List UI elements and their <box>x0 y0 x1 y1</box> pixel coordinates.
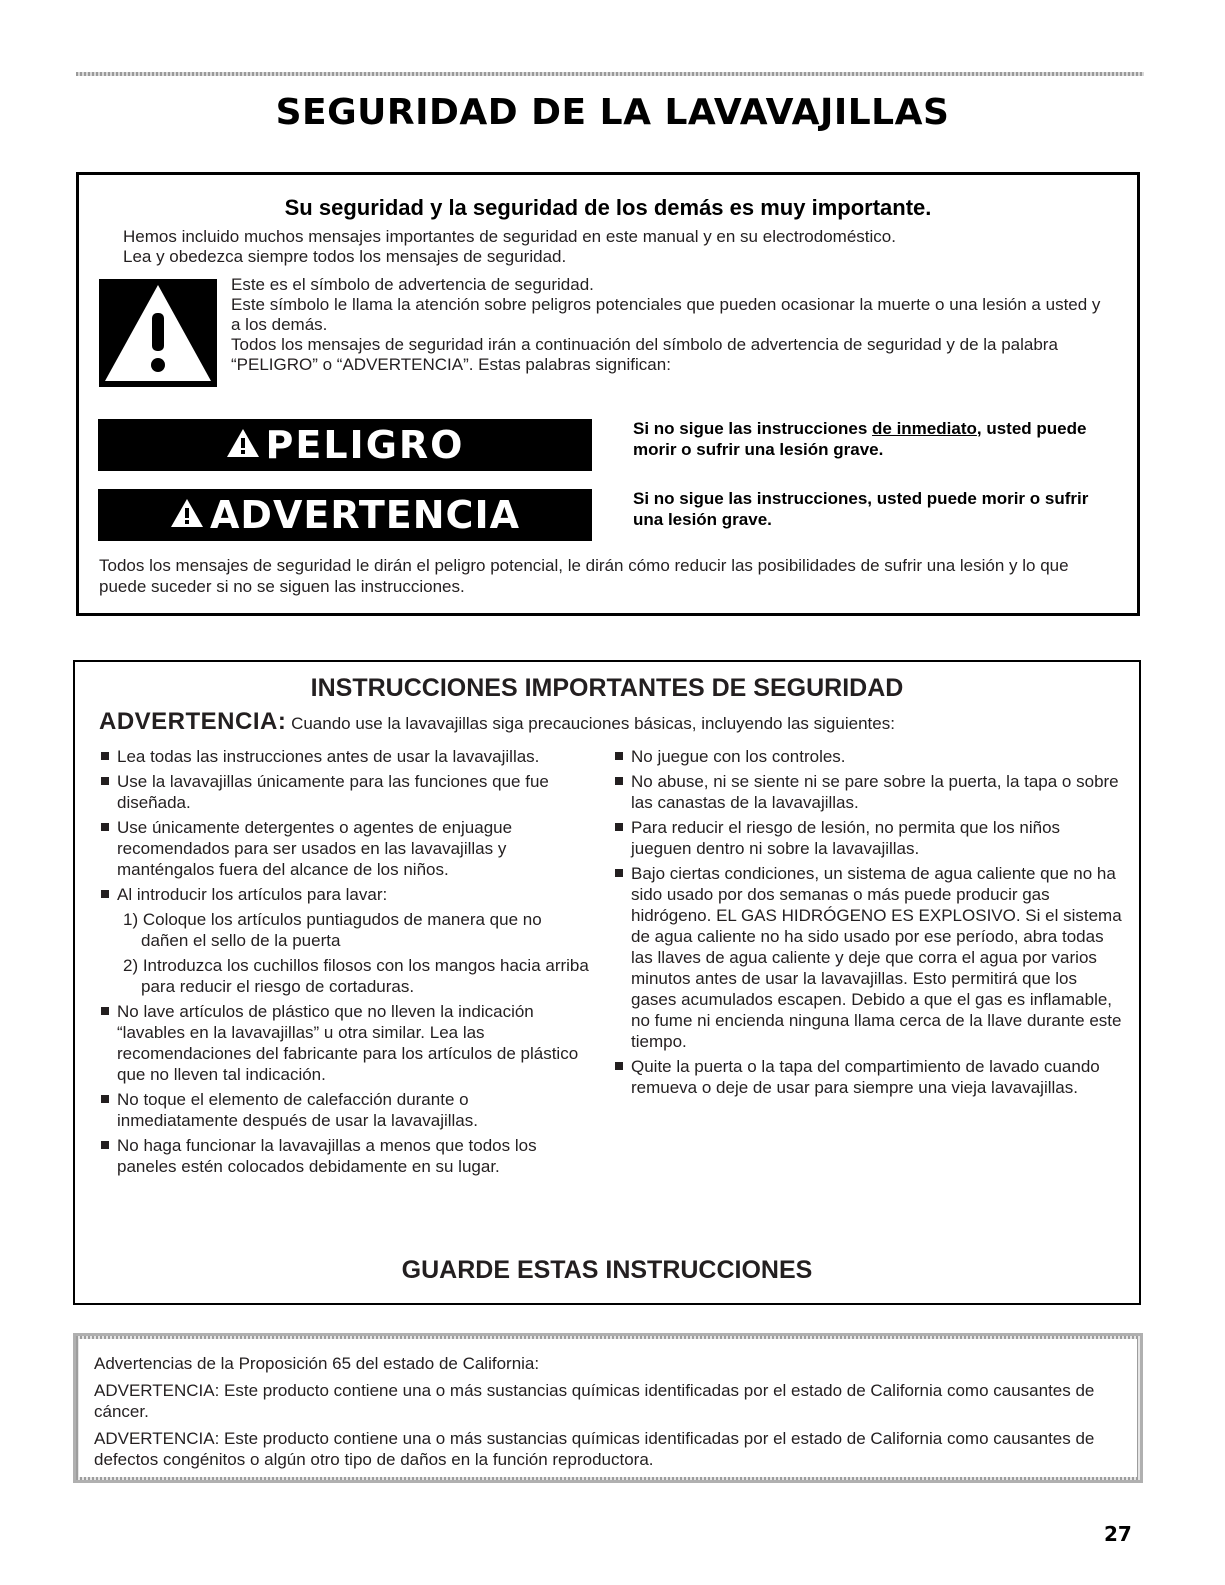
symbol-line: Este es el símbolo de advertencia de seguridad. <box>231 275 594 294</box>
bullet-icon <box>615 752 623 760</box>
top-rule <box>76 72 1144 76</box>
list-item <box>613 863 1123 1052</box>
save-instructions-heading: GUARDE ESTAS INSTRUCCIONES <box>401 1256 813 1284</box>
list-item-text: Al introducir los artículos para lavar: <box>117 885 388 904</box>
instructions-right-column <box>613 746 1123 1102</box>
intro-line: Lea y obedezca siempre todos los mensajes de seguridad. <box>123 247 567 266</box>
sub-list-item: 2) Introduzca los cuchillos filosos con los mangos hacia arriba para reducir el riesgo de cortaduras. <box>123 956 589 996</box>
bullet-icon <box>615 869 623 877</box>
list-item-text: Use únicamente detergentes o agentes de enjuague recomendados para ser usados en las lavavajillas y manténgalos fuera del alcance de los niños. <box>117 818 513 879</box>
sub-list-item: 1) Coloque los artículos puntiagudos de manera que no dañen el sello de la puerta <box>123 910 542 950</box>
list-item <box>99 1135 589 1177</box>
warning-text: Cuando use la lavavajillas siga precauciones básicas, incluyendo las siguientes: <box>286 714 895 733</box>
list-item-text: Para reducir el riesgo de lesión, no permita que los niños jueguen dentro ni sobre la lavavajillas. <box>631 818 1061 858</box>
list-item-text: No haga funcionar la lavavajillas a menos que todos los paneles estén colocados debidamente en su lugar. <box>117 1136 537 1176</box>
list-item <box>99 1001 589 1085</box>
list-item-text: No toque el elemento de calefacción durante o inmediatamente después de usar la lavavajillas. <box>117 1090 478 1130</box>
list-item-text: Quite la puerta o la tapa del compartimiento de lavado cuando remueva o deje de usar para siempre una vieja lavavajillas. <box>631 1057 1100 1097</box>
peligro-desc-emphasis: de inmediato <box>872 419 977 438</box>
list-item-text: Use la lavavajillas únicamente para las funciones que fue diseñada. <box>117 772 549 812</box>
intro-line: Hemos incluido muchos mensajes importantes de seguridad en este manual y en su electrodoméstico. <box>123 227 896 246</box>
peligro-description <box>633 418 1113 460</box>
list-item-text: Bajo ciertas condiciones, un sistema de agua caliente que no ha sido usado por dos semanas o más puede producir gas hidrógeno. EL GAS HIDRÓGENO ES EXPLOSIVO. Si el sistema de agua caliente no ha sido usado por ese período, abra todas las llaves de agua caliente y deje que corra el agua por varios minutos antes de usar la lavavajillas. Esto permitirá que los gases acumulados escapen. Debido a que el gas es inflamable, no fume ni encienda ninguna llama cerca de la llave durante este tiempo. <box>631 864 1122 1051</box>
safety-footer: Todos los mensajes de seguridad le dirán el peligro potencial, le dirán cómo reducir las posibilidades de sufrir una lesión y lo que puede suceder si no se siguen las instrucciones. <box>99 556 1069 596</box>
bullet-icon <box>101 890 109 898</box>
instructions-left-column <box>99 746 589 1181</box>
symbol-line: Todos los mensajes de seguridad irán a continuación del símbolo de advertencia de seguridad y de la palabra “PELIGRO” o “ADVERTENCIA”. Estas palabras significan: <box>231 335 1058 374</box>
instructions-title: INSTRUCCIONES IMPORTANTES DE SEGURIDAD <box>310 674 904 702</box>
peligro-desc-text: Si no sigue las instrucciones <box>633 419 873 438</box>
list-item <box>99 884 589 905</box>
prop65-warning: ADVERTENCIA: Este producto contiene una o más sustancias químicas identificadas por el estado de California como causantes de cáncer. <box>94 1381 1095 1421</box>
bullet-icon <box>101 1141 109 1149</box>
peligro-desc-text: , usted puede morir o sufrir una lesión grave. <box>633 419 1087 459</box>
bullet-icon <box>615 823 623 831</box>
advertencia-description: Si no sigue las instrucciones, usted puede morir o sufrir una lesión grave. <box>633 489 1089 529</box>
instructions-warning <box>99 708 895 736</box>
safety-heading: Su seguridad y la seguridad de los demás es muy importante. <box>284 195 932 220</box>
bullet-icon <box>101 823 109 831</box>
list-item <box>613 771 1123 813</box>
list-item <box>613 746 1123 767</box>
symbol-line: Este símbolo le llama la atención sobre peligros potenciales que pueden ocasionar la muerte o una lesión a usted y a los demás. <box>231 295 1101 334</box>
warning-label: ADVERTENCIA: <box>99 708 287 735</box>
page-title: SEGURIDAD DE LA LAVAVAJILLAS <box>275 92 950 133</box>
warning-triangle-icon <box>226 423 260 467</box>
list-item-text: No juegue con los controles. <box>631 747 846 766</box>
warning-triangle-icon <box>170 493 204 537</box>
list-item <box>99 1089 589 1131</box>
prop65-box <box>73 1333 1143 1483</box>
list-item-text: No lave artículos de plástico que no lleven la indicación “lavables en la lavavajillas” u otra similar. Lea las recomendaciones del fabricante para los artículos de plástico que no lleven tal indicación. <box>117 1002 579 1084</box>
peligro-banner <box>98 419 592 471</box>
bullet-icon <box>101 1007 109 1015</box>
advertencia-label: ADVERTENCIA <box>210 493 520 537</box>
peligro-label: PELIGRO <box>265 423 465 467</box>
list-item <box>99 771 589 813</box>
advertencia-banner <box>98 489 592 541</box>
prop65-heading: Advertencias de la Proposición 65 del estado de California: <box>94 1354 540 1373</box>
bullet-icon <box>101 752 109 760</box>
important-instructions-box <box>73 660 1141 1305</box>
list-item-text: Lea todas las instrucciones antes de usar la lavavajillas. <box>117 747 540 766</box>
bullet-icon <box>615 777 623 785</box>
bullet-icon <box>101 777 109 785</box>
safety-symbol-box <box>76 172 1140 616</box>
warning-triangle-icon <box>99 279 217 387</box>
bullet-icon <box>615 1062 623 1070</box>
page-number: 27 <box>1104 1522 1132 1546</box>
bullet-icon <box>101 1095 109 1103</box>
prop65-content <box>79 1339 1137 1477</box>
list-item <box>613 817 1123 859</box>
safety-intro <box>123 227 896 267</box>
prop65-warning: ADVERTENCIA: Este producto contiene una o más sustancias químicas identificadas por el estado de California como causantes de defectos congénitos o algún otro tipo de daños en la función reproductora. <box>94 1429 1095 1469</box>
list-item-text: No abuse, ni se siente ni se pare sobre la puerta, la tapa o sobre las canastas de la lavavajillas. <box>631 772 1119 812</box>
list-item <box>99 746 589 767</box>
list-item <box>99 817 589 880</box>
symbol-explanation <box>231 275 1111 375</box>
list-item <box>613 1056 1123 1098</box>
